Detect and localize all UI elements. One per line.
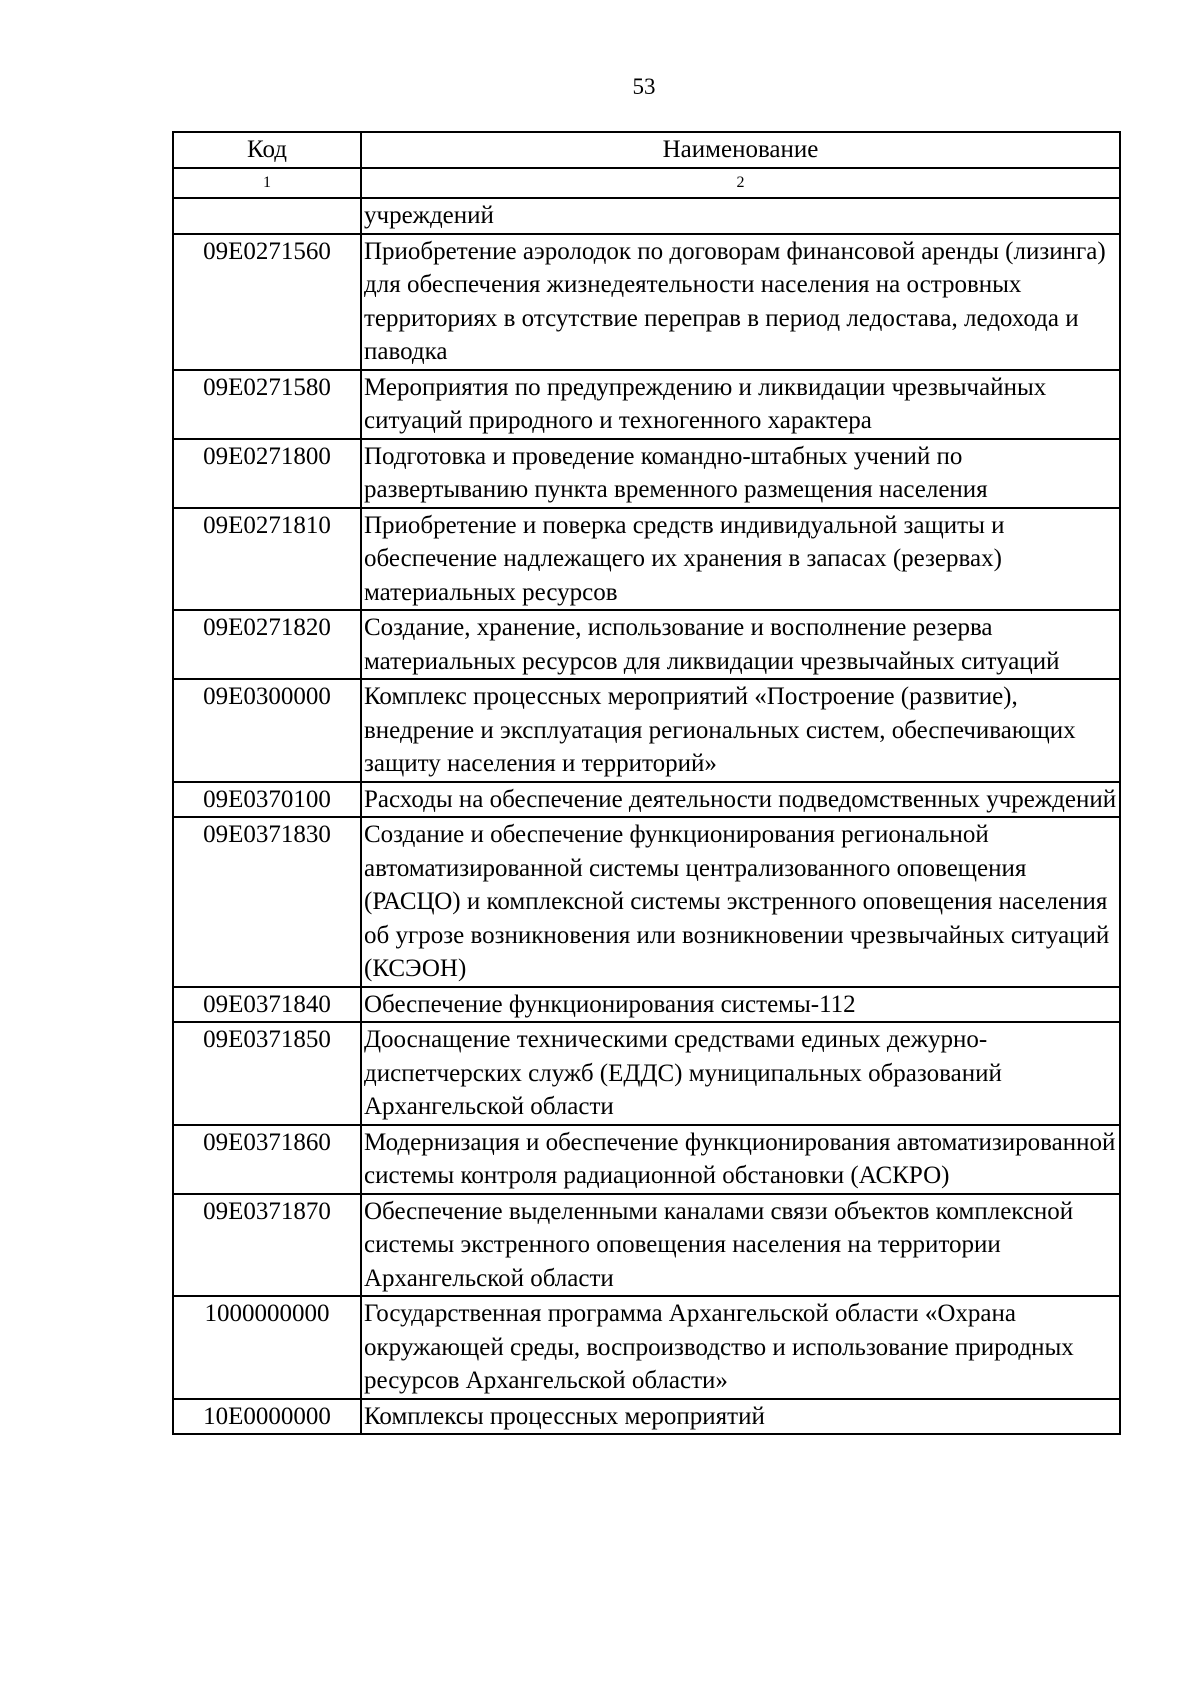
row-name: Модернизация и обеспечение функционирования автоматизированной системы контроля радиационной обстановки (АСКРО) — [361, 1125, 1120, 1194]
row-name: учреждений — [361, 198, 1120, 234]
table-row — [173, 508, 1120, 611]
page-number: 53 — [632, 74, 656, 99]
row-name: Создание, хранение, использование и восполнение резерва материальных ресурсов для ликвидации чрезвычайных ситуаций — [361, 610, 1120, 679]
row-name: Государственная программа Архангельской области «Охрана окружающей среды, воспроизводство и использование природных ресурсов Архангельской области» — [361, 1296, 1120, 1399]
row-code: 09Е0371860 — [173, 1125, 361, 1194]
row-code: 09Е0300000 — [173, 679, 361, 782]
row-code: 09Е0271800 — [173, 439, 361, 508]
row-code: 09Е0371870 — [173, 1194, 361, 1297]
table-row — [173, 1125, 1120, 1194]
table-row — [173, 817, 1120, 987]
row-name: Комплексы процессных мероприятий — [361, 1399, 1120, 1435]
row-code — [173, 198, 361, 234]
table-row — [173, 679, 1120, 782]
row-name: Создание и обеспечение функционирования региональной автоматизированной системы централизованного оповещения (РАСЦО) и комплексной системы экстренного оповещения населения об угрозе возникновения или возникновении чрезвычайных ситуаций (КСЭОН) — [361, 817, 1120, 987]
row-code: 1000000000 — [173, 1296, 361, 1399]
row-name: Подготовка и проведение командно-штабных учений по развертыванию пункта временного размещения населения — [361, 439, 1120, 508]
header-code: Код — [173, 132, 361, 168]
table-row — [173, 1399, 1120, 1435]
row-name: Расходы на обеспечение деятельности подведомственных учреждений — [361, 782, 1120, 818]
row-name: Дооснащение техническими средствами единых дежурно-диспетчерских служб (ЕДДС) муниципальных образований Архангельской области — [361, 1022, 1120, 1125]
row-name: Обеспечение функционирования системы-112 — [361, 987, 1120, 1023]
table-row — [173, 198, 1120, 234]
row-code: 09Е0371850 — [173, 1022, 361, 1125]
row-code: 09Е0371840 — [173, 987, 361, 1023]
row-code: 09Е0371830 — [173, 817, 361, 987]
table-row — [173, 610, 1120, 679]
table-row — [173, 987, 1120, 1023]
table-body — [173, 198, 1120, 1434]
row-code: 09Е0271560 — [173, 234, 361, 370]
table-row — [173, 1296, 1120, 1399]
table-row — [173, 1194, 1120, 1297]
column-number-row — [173, 168, 1120, 198]
column-number-name: 2 — [361, 168, 1120, 198]
row-name: Комплекс процессных мероприятий «Построение (развитие), внедрение и эксплуатация региональных систем, обеспечивающих защиту населения и территорий» — [361, 679, 1120, 782]
budget-code-table — [172, 131, 1121, 1435]
row-code: 09Е0271820 — [173, 610, 361, 679]
table-row — [173, 234, 1120, 370]
table-header-row — [173, 132, 1120, 168]
row-name: Обеспечение выделенными каналами связи объектов комплексной системы экстренного оповещения населения на территории Архангельской области — [361, 1194, 1120, 1297]
row-name: Приобретение и поверка средств индивидуальной защиты и обеспечение надлежащего их хранения в запасах (резервах) материальных ресурсов — [361, 508, 1120, 611]
table-row — [173, 782, 1120, 818]
row-code: 10Е0000000 — [173, 1399, 361, 1435]
column-number-code: 1 — [173, 168, 361, 198]
table-row — [173, 370, 1120, 439]
header-name: Наименование — [361, 132, 1120, 168]
row-name: Мероприятия по предупреждению и ликвидации чрезвычайных ситуаций природного и техногенного характера — [361, 370, 1120, 439]
row-name: Приобретение аэролодок по договорам финансовой аренды (лизинга) для обеспечения жизнедеятельности населения на островных территориях в отсутствие переправ в период ледостава, ледохода и паводка — [361, 234, 1120, 370]
table-row — [173, 439, 1120, 508]
row-code: 09Е0370100 — [173, 782, 361, 818]
row-code: 09Е0271810 — [173, 508, 361, 611]
row-code: 09Е0271580 — [173, 370, 361, 439]
table-row — [173, 1022, 1120, 1125]
